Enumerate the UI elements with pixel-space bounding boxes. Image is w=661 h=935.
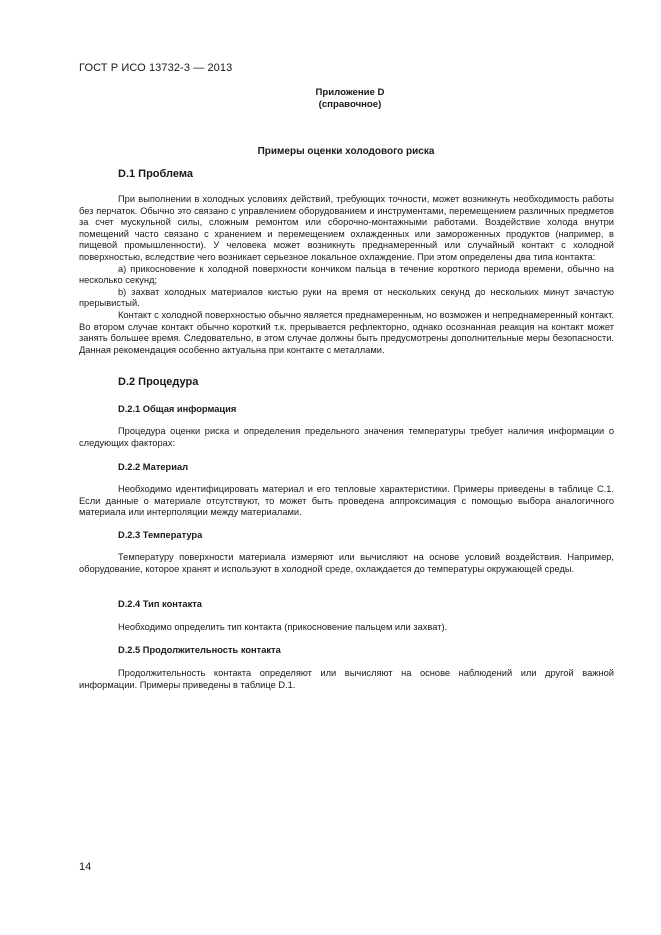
paragraph-d24: Необходимо определить тип контакта (прикосновение пальцем или захват). [118, 622, 448, 632]
section-d1-body [79, 194, 614, 356]
document-id: ГОСТ Р ИСО 13732-3 — 2013 [79, 62, 233, 74]
section-heading-d2: D.2 Процедура [118, 376, 199, 388]
page-number: 14 [79, 861, 92, 873]
subsection-heading-d23: D.2.3 Температура [118, 530, 203, 540]
section-heading-d1: D.1 Проблема [118, 168, 193, 180]
paragraph: Контакт с холодной поверхностью обычно является преднамеренным, но возможен и непреднамеренный контакт. Во втором случае контакт обычно короткий т.к. прерывается рефлекторно, однако осознанная реакция на контакт может занять большее время. Следовательно, в этом случае должны быть предусмотрены дополнительные меры безопасности. Данная рекомендация особенно актуальна при контакте с металлами. [79, 309, 614, 355]
page-title: Примеры оценки холодового риска [257, 146, 435, 157]
subsection-heading-d24: D.2.4 Тип контакта [118, 599, 202, 609]
list-item-a: а) прикосновение к холодной поверхности кончиком пальца в течение короткого периода времени, обычно на несколько секунд; [79, 263, 614, 286]
paragraph: При выполнении в холодных условиях действий, требующих точности, может возникнуть необходимость работы без перчаток. Обычно это связано с управлением оборудованием и инструментами, перемещением различных предметов за счет мускульной силы, сложным ремонтом или сборочно-монтажными работами. Воздействие холода внутри помещений часто связано с хранением и перемещением охлажденных или замороженных продуктов (например, в пищевой промышленности). У человека может возникнуть преднамеренный или случайный контакт с холодной поверхностью, вследствие чего возникает серьезное локальное охлаждение. При этом определены два типа контакта: [79, 194, 614, 262]
paragraph-d23: Температуру поверхности материала измеряют или вычисляют на основе условий воздействия. Например, оборудование, которое хранят и используют в холодной среде, охлаждается до температуры окружающей среды. [79, 552, 614, 574]
paragraph-d25: Продолжительность контакта определяют или вычисляют на основе наблюдений или другой важной информации. Примеры приведены в таблице D.1. [79, 668, 614, 690]
subsection-heading-d22: D.2.2 Материал [118, 462, 189, 472]
annex-subtitle: (справочное) [318, 99, 382, 110]
subsection-heading-d21: D.2.1 Общая информация [118, 404, 237, 414]
paragraph-d21: Процедура оценки риска и определения предельного значения температуры требует наличия информации о следующих факторах: [79, 426, 614, 448]
paragraph-d22: Необходимо идентифицировать материал и его тепловые характеристики. Примеры приведены в таблице С.1. Если данные о материале отсутствуют, то может быть проведена аппроксимация с помощью выбора аналогичного материала или интерполяции между материалами. [79, 484, 614, 518]
list-item-b: b) захват холодных материалов кистью руки на время от нескольких секунд до нескольких минут зачастую прерывистый. [79, 286, 614, 309]
subsection-heading-d25: D.2.5 Продолжительность контакта [118, 645, 281, 655]
annex-title: Приложение D [315, 87, 385, 98]
